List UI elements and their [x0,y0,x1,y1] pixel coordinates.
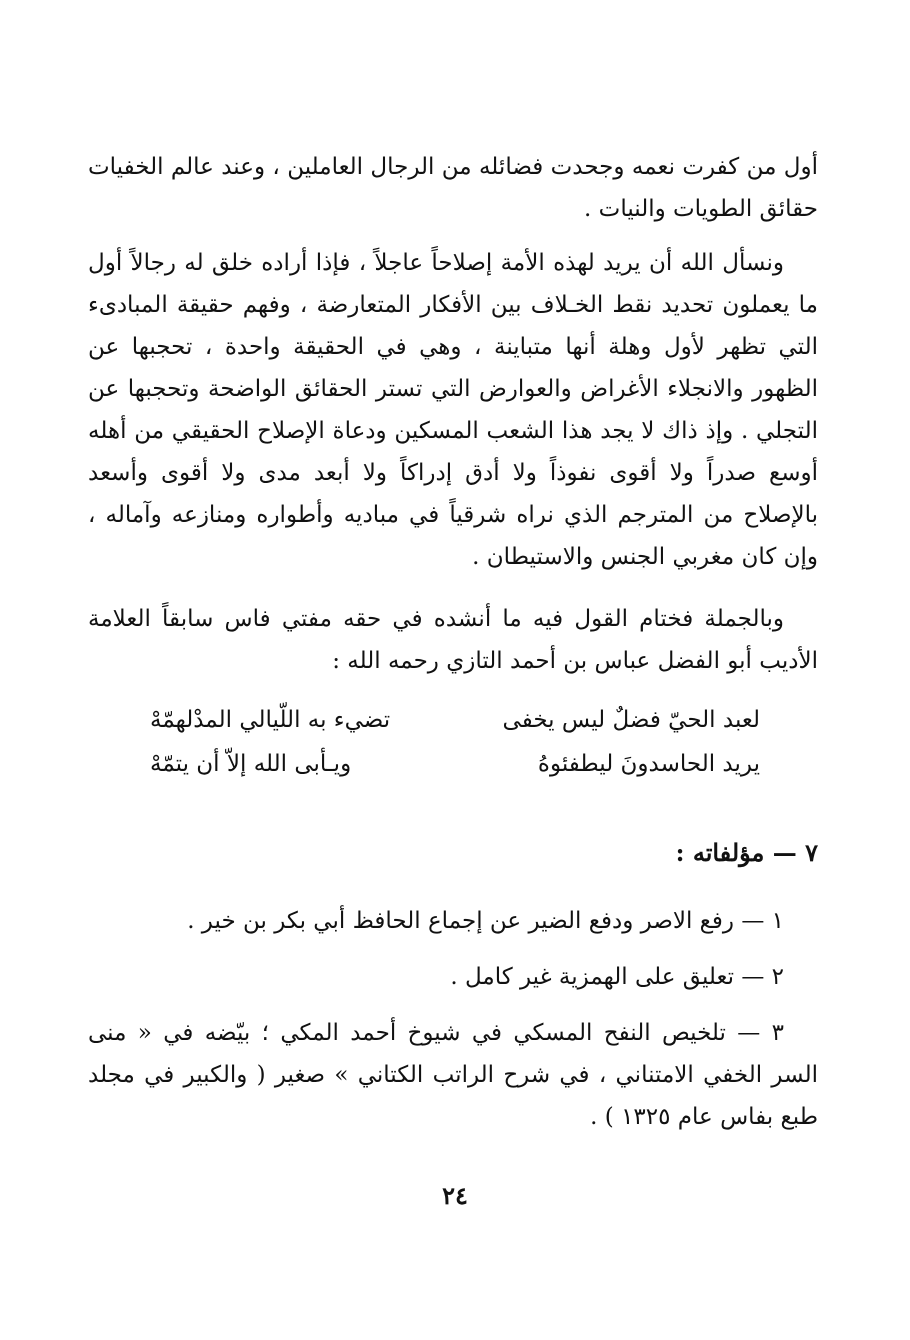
paragraph-poem-intro: وبالجملة فختام القول فيه ما أنشده في حقه مفتي فاس سابقاً العلامة الأديب أبو الفضل عباس بن أحمد التازي رحمه الله : [88,606,818,674]
poem-verse [150,698,760,742]
poem [150,698,760,786]
works-list-item: ١ — رفع الاصر ودفع الضير عن إجماع الحافظ أبي بكر بن خير . [187,908,784,934]
poem-verse [150,742,760,786]
paragraph-closing-remark: أول من كفرت نعمه وجحدت فضائله من الرجال العاملين ، وعند عالم الخفيات حقائق الطويات والنيات . [88,154,818,222]
verse-first-hemistich: يريد الحاسدونَ ليطفئوهُ [537,751,760,777]
section-heading: ٧ — مؤلفاته : [675,838,818,867]
paragraph-reform-prayer: ونسأل الله أن يريد لهذه الأمة إصلاحاً عاجلاً ، فإذا أراده خلق له رجالاً أول ما يعملون تحديد نقط الخـلاف بين الأفكار المتعارضة ، وفهم حقيقة المبادىء التي تظهر لأول وهلة أنها متباينة ، وهي في الحقيقة واحدة ، تحجبها عن الظهور والانجلاء الأغراض والعوارض التي تستر الحقائق الواضحة وتحجبها عن التجلي . وإذ ذاك لا يجد هذا الشعب المسكين ودعاة الإصلاح الحقيقي من أهله أوسع صدراً ولا أقوى نفوذاً ولا أدق إدراكاً ولا أبعد مدى ولا أقوى وأسعد بالإصلاح من المترجم الذي نراه شرقياً في مباديه وأطواره ومنازعه وآماله ، وإن كان مغربي الجنس والاستيطان . [88,250,818,570]
verse-second-hemistich: ويـأبى الله إلاّ أن يتمّهْ [150,751,352,777]
verse-second-hemistich: تضيء به اللّيالي المدْلهمّهْ [150,707,391,733]
page-number: ٢٤ [442,1181,468,1210]
works-list-item: ٣ — تلخيص النفح المسكي في شيوخ أحمد المكي ؛ بيّضه في « منى السر الخفي الامتناني ، في شرح الراتب الكتاني » صغير ( والكبير في مجلد طبع بفاس عام ١٣٢٥ ) . [88,1020,818,1130]
verse-first-hemistich: لعبد الحيّ فضلٌ ليس يخفى [502,707,760,733]
works-list-item: ٢ — تعليق على الهمزية غير كامل . [450,964,784,990]
